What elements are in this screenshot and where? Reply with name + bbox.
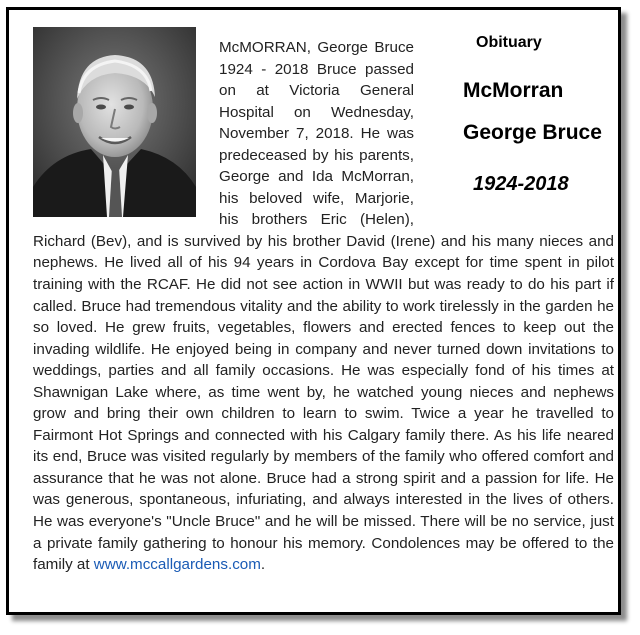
life-years: 1924-2018 bbox=[473, 173, 569, 195]
obituary-body: McMORRAN, George Bruce 1924 - 2018 Bruce passed on at Victoria General Hospital on Wednesday, November 7, 2018. He was predeceased by his parents, George and Ida McMorran, his beloved wife, Marjorie, his brothers Eric (Helen), Richard (Bev), and is survived by his brother David (Irene) and his many nieces and nephews. He lived all of his 94 years in Cordova Bay except for time spent in pilot training with the RCAF. He did not see action in WWII but was ready to do his part if called. Bruce had tremendous vitality and the ability to work tirelessly in the garden he so loved. He grew fruits, vegetables, flowers and erected fences to keep out the invading wildlife. He enjoyed being in company and never turned down invitations to weddings, parties and all family occasions. He was especially fond of his times at Shawnigan Lake where, as time went by, he watched young nieces and nephews grow and bring their own children to learn to swim. Twice a year he travelled to Fairmont Hot Springs and connected with his Calgary family there. As his life neared its end, Bruce was visited regularly by members of the family who offered comfort and assurance that he was not alone. Bruce had a strong spirit and a passion for life. He was generous, spontaneous, infuriating, and always interested in the lives of others. He was everyone's "Uncle Bruce" and he will be missed. There will be no service, just a private family gathering to honour his memory. Condolences may be offered to the family at bbox=[33, 39, 614, 574]
funeral-home-link[interactable]: www.mccallgardens.com bbox=[93, 556, 261, 574]
portrait-image bbox=[33, 27, 196, 217]
deceased-given-names: George Bruce bbox=[463, 121, 602, 144]
portrait-photo bbox=[33, 27, 196, 217]
deceased-surname: McMorran bbox=[463, 79, 564, 102]
obituary-text-block bbox=[33, 37, 614, 576]
closing-period: . bbox=[260, 556, 266, 574]
obituary-frame bbox=[6, 7, 621, 615]
obituary-label: Obituary bbox=[476, 34, 542, 51]
